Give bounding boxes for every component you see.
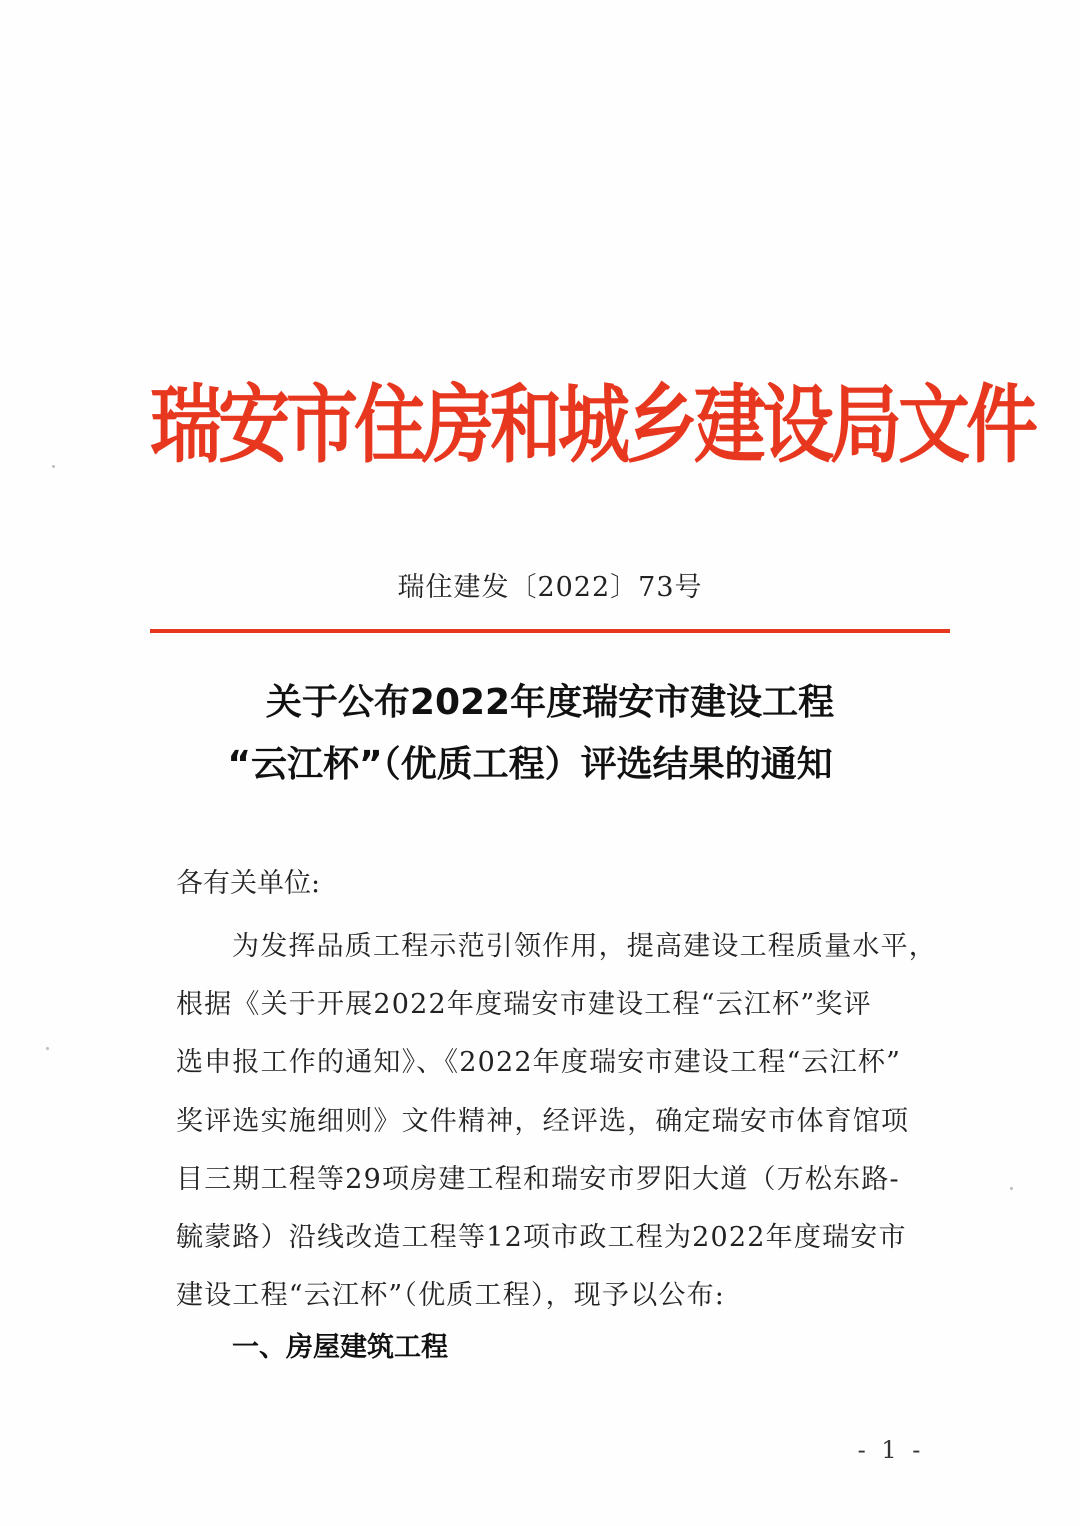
scan-speck — [52, 465, 55, 468]
body-line: 奖评选实施细则》文件精神，经评选，确定瑞安市体育馆项 — [176, 1105, 910, 1137]
body-paragraph — [176, 918, 936, 1325]
page-number: - 1 - — [857, 1436, 925, 1464]
body-line: 目三期工程等29项房建工程和瑞安市罗阳大道（万松东路- — [176, 1163, 900, 1195]
notice-title-line-1: 关于公布2022年度瑞安市建设工程 — [265, 682, 835, 723]
notice-title — [150, 672, 950, 796]
body-line: 选申报工作的通知》、《2022年度瑞安市建设工程“云江杯” — [176, 1047, 902, 1079]
body-line: 建设工程“云江杯”（优质工程），现予以公布: — [176, 1280, 726, 1312]
scan-speck — [46, 1047, 49, 1050]
red-divider-line — [150, 629, 950, 633]
body-line: 为发挥品质工程示范引领作用，提高建设工程质量水平， — [232, 931, 937, 962]
salutation: 各有关单位: — [176, 868, 321, 899]
body-line: 根据《关于开展2022年度瑞安市建设工程“云江杯”奖评 — [176, 989, 872, 1021]
body-line: 毓蒙路）沿线改造工程等12项市政工程为2022年度瑞安市 — [176, 1222, 907, 1254]
document-number: 瑞住建发〔2022〕73号 — [397, 572, 703, 603]
notice-title-line-2: “云江杯”（优质工程）评选结果的通知 — [227, 744, 833, 785]
section-heading: 一、房屋建筑工程 — [232, 1332, 448, 1363]
scan-speck — [1010, 1187, 1013, 1190]
issuer-title: 瑞安市住房和城乡建设局文件 — [150, 374, 1035, 475]
